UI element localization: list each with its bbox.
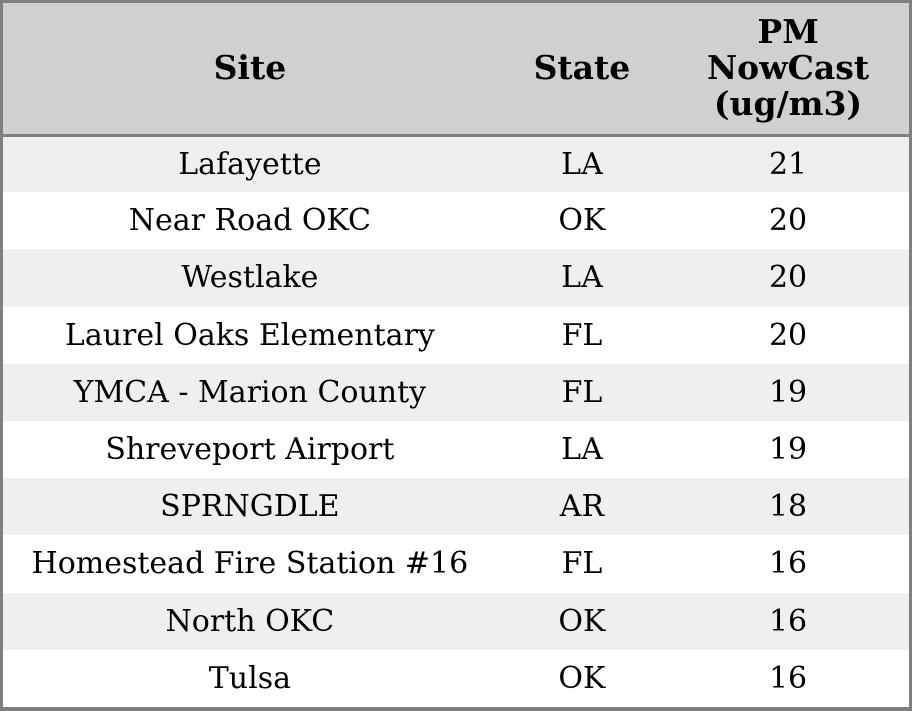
pm-cell: 16 bbox=[667, 535, 909, 592]
table-header bbox=[3, 3, 909, 135]
state-cell: OK bbox=[497, 593, 667, 650]
site-cell: Shreveport Airport bbox=[3, 421, 497, 478]
pm-cell: 20 bbox=[667, 249, 909, 306]
state-cell: LA bbox=[497, 135, 667, 192]
state-cell: LA bbox=[497, 421, 667, 478]
table-row bbox=[3, 364, 909, 421]
state-cell: OK bbox=[497, 192, 667, 249]
pm-cell: 18 bbox=[667, 478, 909, 535]
pm-header-line-3: (ug/m3) bbox=[713, 84, 863, 124]
site-cell: North OKC bbox=[3, 593, 497, 650]
header-row bbox=[3, 3, 909, 135]
table-row bbox=[3, 307, 909, 364]
column-header-state: State bbox=[497, 3, 667, 135]
pm-header-line-2: NowCast bbox=[707, 48, 870, 88]
site-cell: YMCA - Marion County bbox=[3, 364, 497, 421]
pm-cell: 16 bbox=[667, 650, 909, 707]
site-cell: Westlake bbox=[3, 249, 497, 306]
state-cell: LA bbox=[497, 249, 667, 306]
state-cell: FL bbox=[497, 364, 667, 421]
pm-cell: 20 bbox=[667, 307, 909, 364]
pm-cell: 16 bbox=[667, 593, 909, 650]
site-cell: Lafayette bbox=[3, 135, 497, 192]
pm-header-line-1: PM bbox=[757, 11, 819, 51]
pm-cell: 19 bbox=[667, 421, 909, 478]
column-header-site: Site bbox=[3, 3, 497, 135]
pm-cell: 19 bbox=[667, 364, 909, 421]
pm-cell: 20 bbox=[667, 192, 909, 249]
site-cell: Near Road OKC bbox=[3, 192, 497, 249]
data-table bbox=[3, 3, 909, 707]
table-row bbox=[3, 593, 909, 650]
state-cell: FL bbox=[497, 535, 667, 592]
table-row bbox=[3, 192, 909, 249]
state-cell: AR bbox=[497, 478, 667, 535]
pm-cell: 21 bbox=[667, 135, 909, 192]
column-header-pm-nowcast bbox=[667, 3, 909, 135]
state-cell: FL bbox=[497, 307, 667, 364]
table-body bbox=[3, 135, 909, 707]
site-cell: Tulsa bbox=[3, 650, 497, 707]
table-row bbox=[3, 135, 909, 192]
site-cell: Laurel Oaks Elementary bbox=[3, 307, 497, 364]
table-row bbox=[3, 421, 909, 478]
table-row bbox=[3, 478, 909, 535]
site-cell: SPRNGDLE bbox=[3, 478, 497, 535]
table-row bbox=[3, 249, 909, 306]
table-row bbox=[3, 650, 909, 707]
state-cell: OK bbox=[497, 650, 667, 707]
site-cell: Homestead Fire Station #16 bbox=[3, 535, 497, 592]
table-row bbox=[3, 535, 909, 592]
